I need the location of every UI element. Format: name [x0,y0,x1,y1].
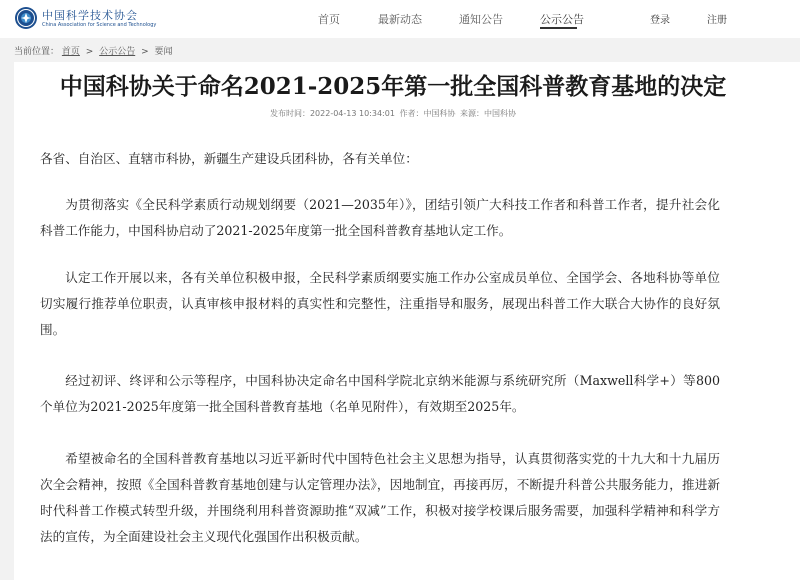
breadcrumb-current: 要闻 [154,47,173,57]
logo-english-text: China Association for Science and Technology [42,22,157,28]
breadcrumb-home[interactable]: 首页 [61,47,80,57]
article-title: 中国科协关于命名2021-2025年第一批全国科普教育基地的决定 [59,73,727,100]
article-author: 作者：中国科协 [399,109,456,118]
login-link[interactable]: 登录 [650,15,670,26]
article-paragraph: 认定工作开展以来，各有关单位积极申报，全民科学素质纲要实施工作办公室成员单位、全国学会、各地科协等单位切实履行推荐单位职责，认真审核申报材料的真实性和完整性，注重指导和服务，展现出科普工作大联合大协作的良好氛围。 [40,270,720,337]
register-link[interactable]: 注册 [707,15,727,26]
site-logo[interactable] [14,5,157,33]
article-greeting: 各省、自治区、直辖市科协，新疆生产建设兵团科协，各有关单位： [40,151,418,166]
logo-chinese-text: 中国科学技术协会 [42,9,138,22]
nav-notices[interactable]: 通知公告 [459,13,503,26]
nav-latest-news[interactable]: 最新动态 [378,13,422,26]
article-source: 来源：中国科协 [460,109,517,118]
article-panel [14,62,800,580]
article-paragraph: 经过初评、终评和公示等程序，中国科协决定命名中国科学院北京纳米能源与系统研究所（Maxwell科学+）等800个单位为2021-2025年度第一批全国科普教育基地（名单见附件），有效期至2025年。 [40,373,720,414]
article-paragraph: 为贯彻落实《全民科学素质行动规划纲要（2021—2035年）》，团结引领广大科技工作者和科普工作者，提升社会化科普工作能力，中国科协启动了2021-2025年度第一批全国科普教育基地认定工作。 [40,197,720,238]
active-nav-indicator [540,27,577,29]
top-header [0,0,800,38]
breadcrumb [14,44,173,57]
casst-emblem-icon [14,6,38,30]
breadcrumb-separator: > [141,47,149,57]
nav-home[interactable]: 首页 [318,13,340,26]
breadcrumb-separator: > [85,47,94,57]
nav-announcements[interactable]: 公示公告 [540,13,584,26]
article-meta [14,108,772,119]
article-paragraph: 希望被命名的全国科普教育基地以习近平新时代中国特色社会主义思想为指导，认真贯彻落实党的十九大和十九届历次全会精神，按照《全国科普教育基地创建与认定管理办法》，因地制宜，再接再厉，不断提升科普公共服务能力，推进新时代科普工作模式转型升级，并围绕利用科普资源助推“双减”工作，积极对接学校课后服务需要，加强科学精神和科学方法的宣传，为全面建设社会主义现代化强国作出积极贡献。 [40,451,720,544]
breadcrumb-prefix: 当前位置： [14,47,60,57]
breadcrumb-announcements[interactable]: 公示公告 [99,47,136,57]
publish-time: 发布时间：2022-04-13 10:34:01 [269,109,395,118]
